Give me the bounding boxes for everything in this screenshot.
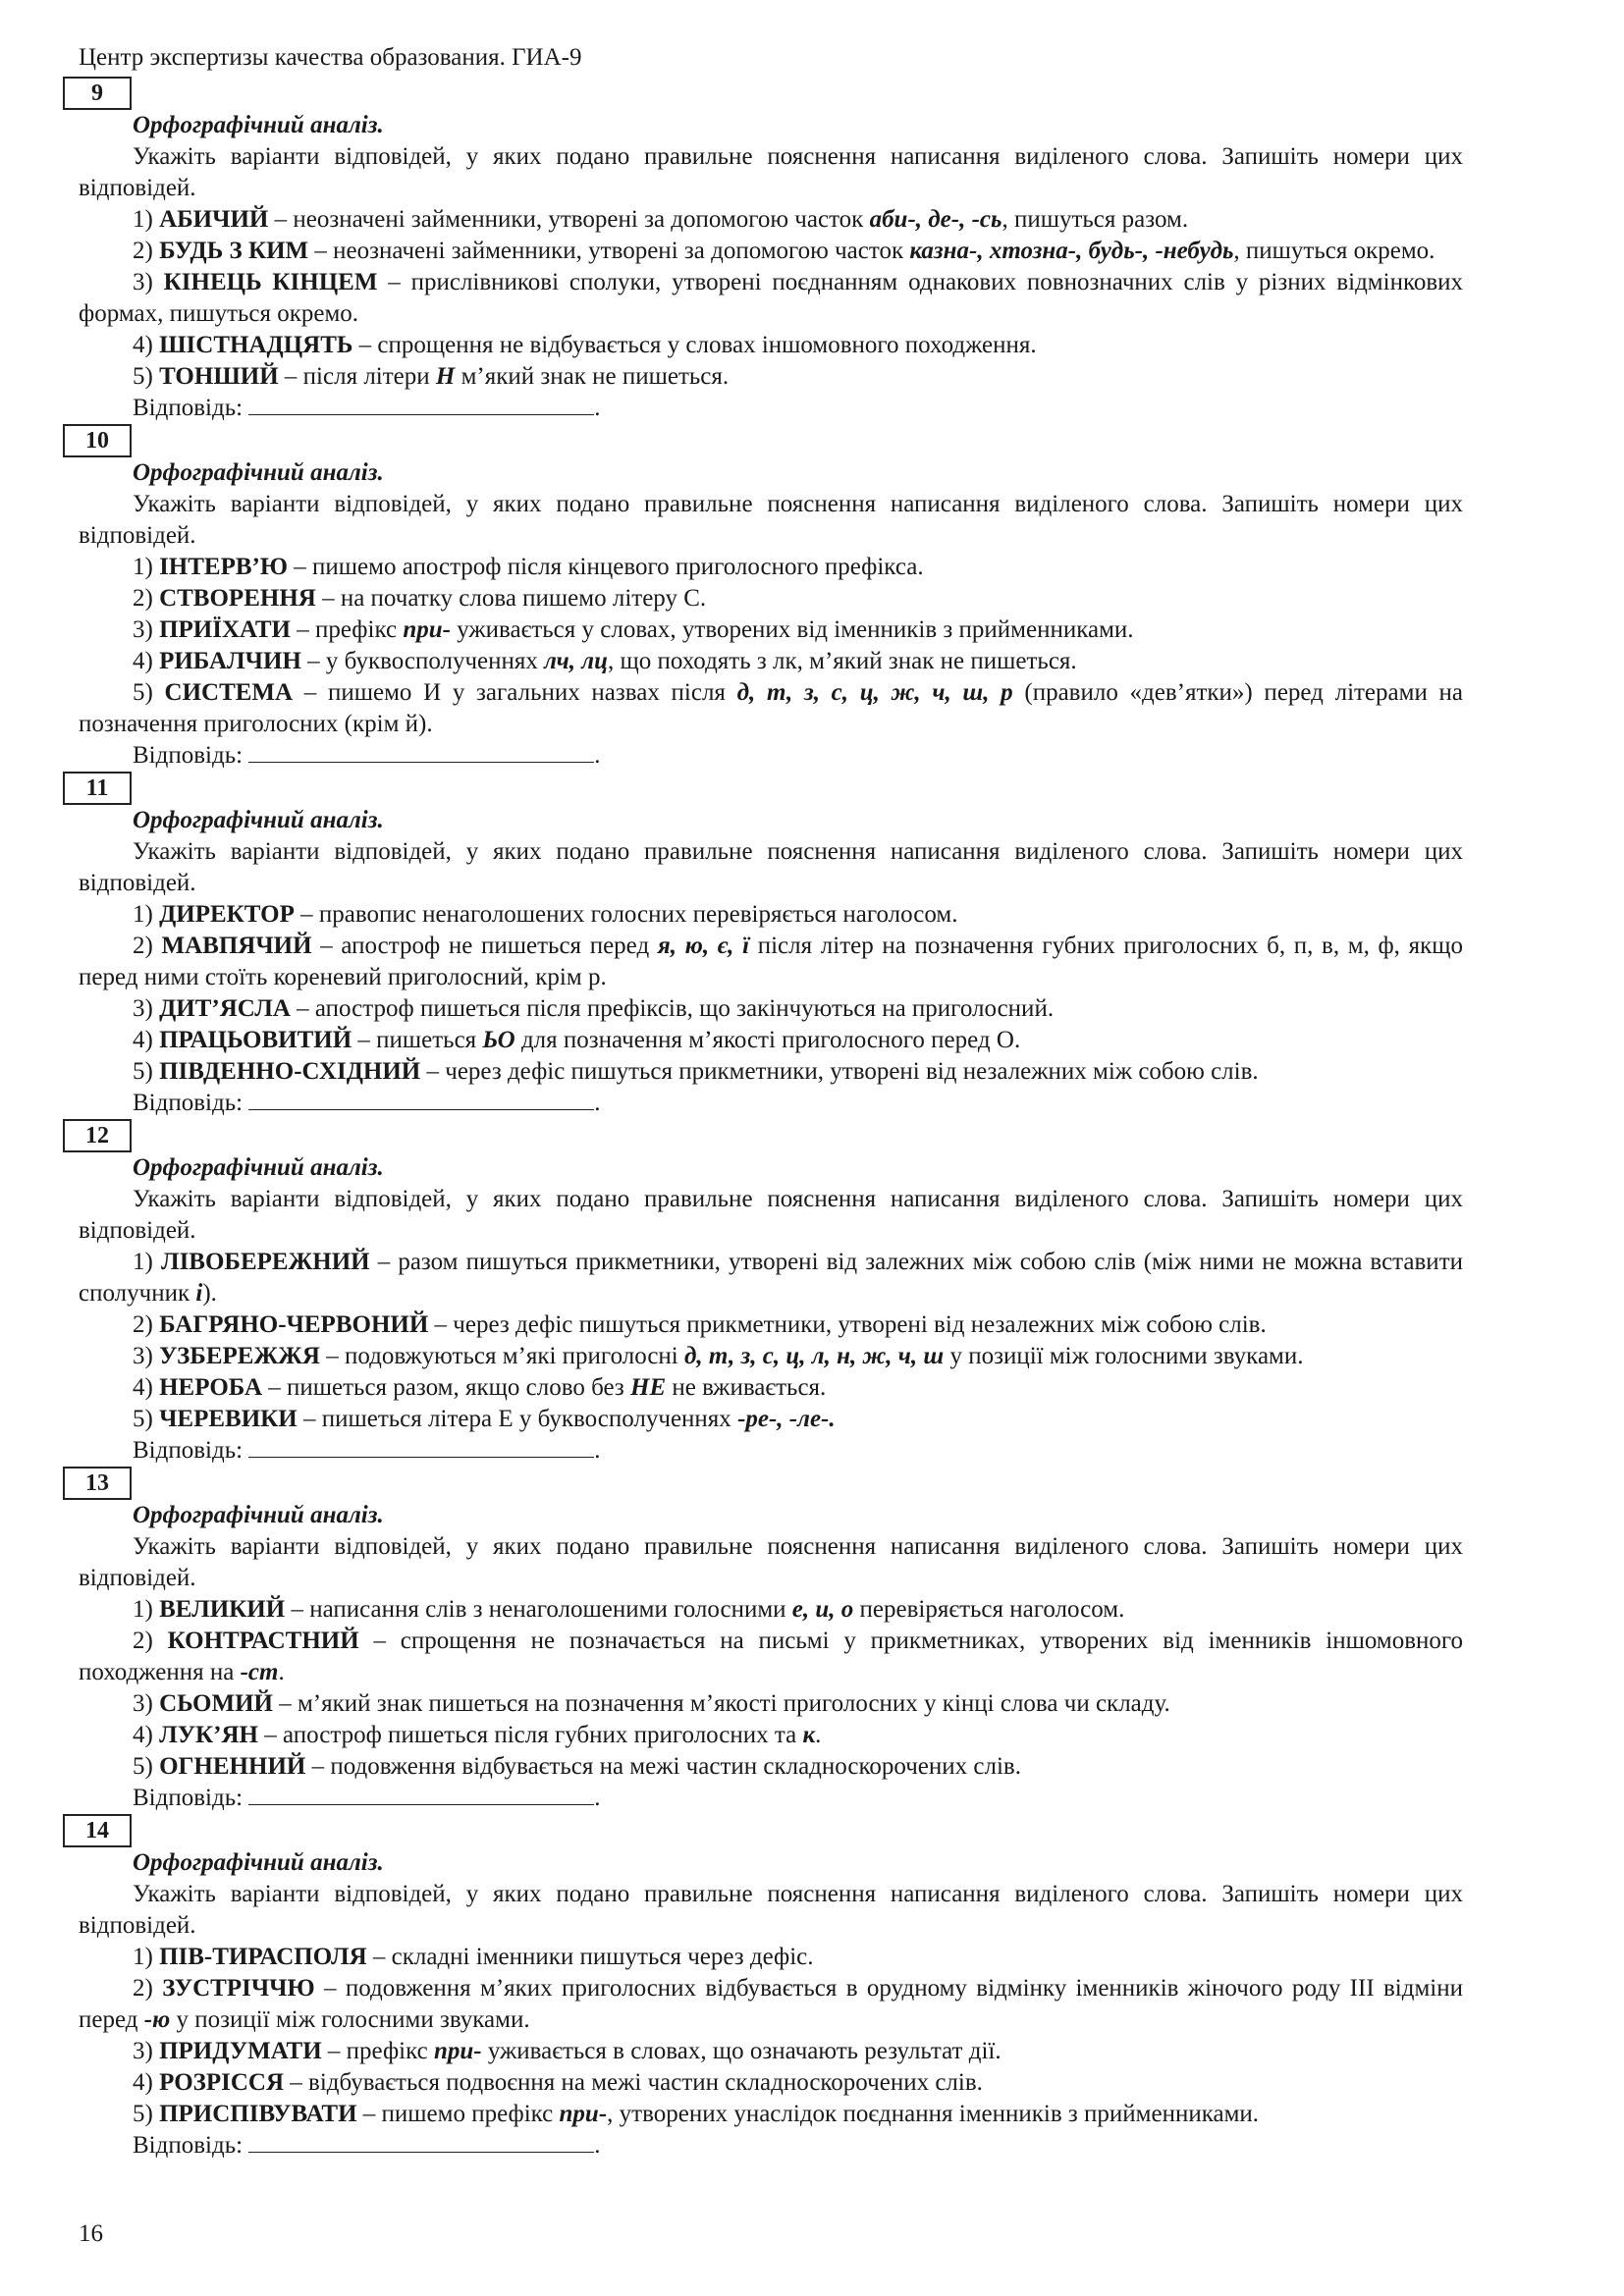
answer-option: 5) ОГНЕННИЙ – подовження відбувається на межі частин складноскорочених слів. [133,1753,1021,1780]
answer-option: 3) КІНЕЦЬ КІНЦЕМ – прислівникові сполуки, утворені поєднанням однакових повнозначних слів у різних відмінкових формах, пишуться окремо. [79,269,1464,327]
task-number-row [79,1119,1463,1152]
answer-option: 2) БАГРЯНО-ЧЕРВОНИЙ – через дефіс пишуться прикметники, утворені від незалежних між собою слів. [133,1311,1267,1338]
answer-option: 4) РОЗРІССЯ – відбувається подвоєння на межі частин складноскорочених слів. [133,2069,983,2096]
answer-option: 3) УЗБЕРЕЖЖЯ – подовжуються м’які приголосні д, т, з, с, ц, л, н, ж, ч, ш у позиції між голосними звуками. [133,1343,1304,1369]
highlighted-word: РОЗРІССЯ [159,2069,285,2096]
answer-option: 5) ПРИСПІВУВАТИ – пишемо префікс при-, утворених унаслідок поєднання іменників з прийменниками. [133,2101,1260,2127]
task-number: 9 [63,77,132,110]
highlighted-word: ЛІВОБЕРЕЖНИЙ [160,1249,370,1275]
highlighted-word: СИСТЕМА [164,679,294,706]
answer-option: 1) ДИРЕКТОР – правопис ненаголошених голосних перевіряється наголосом. [133,901,958,928]
highlighted-word: СЬОМИЙ [159,1690,273,1717]
answer-option: 5) ПІВДЕННО-СХІДНИЙ – через дефіс пишуться прикметники, утворені від незалежних між собою слів. [133,1058,1259,1085]
answer-option: 2) БУДЬ З КИМ – неозначені займенники, утворені за допомогою часток казна-, хтозна-, будь-, -небудь, пишуться окремо. [133,238,1435,264]
task-number: 11 [63,772,132,805]
emphasized-text: при- [433,2038,482,2064]
answer-option: 1) ІНТЕРВ’Ю – пишемо апостроф після кінцевого приголосного префікса. [133,554,924,580]
highlighted-word: БУДЬ З КИМ [159,238,309,264]
task-instruction: Укажіть варіанти відповідей, у яких подано правильне пояснення написання виділеного слова. Запишіть номери цих відповідей. [79,1881,1463,1939]
task-subtitle: Орфографічний аналіз. [133,112,384,138]
highlighted-word: КОНТРАСТНИЙ [167,1628,359,1654]
answer-line[interactable] [248,393,594,415]
answer-option: 4) ШІСТНАДЦЯТЬ – спрощення не відбувається у словах іншомовного походження. [133,332,1037,358]
answer-label: Відповідь: [133,395,249,421]
answer-option: 1) ВЕЛИКИЙ – написання слів з ненаголошеними голосними е, и, о перевіряється наголосом. [133,1596,1125,1623]
answer-option: 5) ЧЕРЕВИКИ – пишеться літера Е у буквосполученнях -ре-, -ле-. [133,1406,836,1432]
task-instruction: Укажіть варіанти відповідей, у яких подано правильне пояснення написання виділеного слова. Запишіть номери цих відповідей. [79,491,1463,549]
answer-option: 1) ЛІВОБЕРЕЖНИЙ – разом пишуться прикметники, утворені від залежних між собою слів (між ними не можна вставити сполучник і). [79,1249,1463,1307]
answer-label: Відповідь: [133,1090,249,1116]
answer-option: 1) ПІВ-ТИРАСПОЛЯ – складні іменники пишуться через дефіс. [133,1944,814,1970]
highlighted-word: РИБАЛЧИН [159,648,301,674]
emphasized-text: е, и, о [791,1596,854,1623]
task-number: 12 [63,1119,132,1152]
answer-option: 5) ТОНШИЙ – після літери Н м’який знак не пишеться. [133,363,730,390]
emphasized-text: при- [403,616,451,643]
emphasized-text: я, ю, є, ї [657,933,750,959]
answer-option: 4) НЕРОБА – пишеться разом, якщо слово без НЕ не вживається. [133,1374,827,1401]
highlighted-word: ПІВДЕННО-СХІДНИЙ [159,1058,421,1085]
answer-label: Відповідь: [133,2132,249,2159]
task-instruction: Укажіть варіанти відповідей, у яких подано правильне пояснення написання виділеного слова. Запишіть номери цих відповідей. [79,1186,1463,1244]
answer-option: 3) ПРИДУМАТИ – префікс при- уживається в словах, що означають результат дії. [133,2038,1001,2064]
answer-option: 2) ЗУСТРІЧЧЮ – подовження м’яких приголосних відбувається в орудному відмінку іменників жіночого роду ІІІ відміни перед -ю у позиції між голосними звуками. [79,1975,1463,2033]
answer-line[interactable] [248,2130,594,2153]
task-number-row [79,1467,1463,1500]
highlighted-word: БАГРЯНО-ЧЕРВОНИЙ [159,1311,429,1338]
emphasized-text: Н [435,363,456,390]
answer-option: 1) АБИЧИЙ – неозначені займенники, утворені за допомогою часток аби-, де-, -сь, пишуться разом. [133,206,1189,233]
page-number: 16 [79,2220,103,2247]
answer-option: 4) ЛУК’ЯН – апостроф пишеться після губних приголосних та к. [133,1722,822,1748]
answer-label: Відповідь: [133,1437,249,1464]
emphasized-text: -ст [240,1659,279,1685]
task-subtitle: Орфографічний аналіз. [133,459,384,486]
highlighted-word: ПРИСПІВУВАТИ [159,2101,357,2127]
emphasized-text: д, т, з, с, ц, ж, ч, ш, р [736,679,1013,706]
emphasized-text: НЕ [630,1374,667,1401]
task-block [79,772,1463,1119]
highlighted-word: ПРАЦЬОВИТИЙ [159,1027,352,1053]
task-number-row [79,1814,1463,1847]
emphasized-text: -ре-, -ле-. [737,1406,836,1432]
highlighted-word: МАВПЯЧИЙ [161,933,312,959]
highlighted-word: ЗУСТРІЧЧЮ [162,1975,315,2002]
task-number: 13 [63,1467,132,1500]
task-subtitle: Орфографічний аналіз. [133,1154,384,1181]
answer-option: 2) СТВОРЕННЯ – на початку слова пишемо літеру С. [133,585,707,612]
emphasized-text: аби-, де-, -сь [869,206,1002,233]
highlighted-word: ТОНШИЙ [159,363,279,390]
task-block [79,77,1463,424]
answer-option: 2) МАВПЯЧИЙ – апостроф не пишеться перед я, ю, є, ї після літер на позначення губних приголосних б, п, в, м, ф, якщо перед ними стоїть кореневий приголосний, крім р. [79,933,1463,990]
answer-field: Відповідь: . [133,1785,601,1811]
tasks-container [79,77,1463,2162]
emphasized-text: при- [559,2101,608,2127]
answer-option: 2) КОНТРАСТНИЙ – спрощення не позначається на письмі у прикметниках, утворених від іменників іншомовного походження на -ст. [79,1628,1464,1685]
highlighted-word: ДИТ’ЯСЛА [159,995,291,1022]
answer-line[interactable] [248,740,594,763]
task-block [79,1467,1463,1814]
highlighted-word: ІНТЕРВ’Ю [159,554,289,580]
highlighted-word: ШІСТНАДЦЯТЬ [159,332,353,358]
task-subtitle: Орфографічний аналіз. [133,1849,384,1876]
task-block [79,1814,1463,2162]
task-number: 10 [63,424,132,457]
highlighted-word: УЗБЕРЕЖЖЯ [159,1343,320,1369]
highlighted-word: КІНЕЦЬ КІНЦЕМ [163,269,378,295]
highlighted-word: СТВОРЕННЯ [159,585,316,612]
task-instruction: Укажіть варіанти відповідей, у яких подано правильне пояснення написання виділеного слова. Запишіть номери цих відповідей. [79,1533,1463,1591]
highlighted-word: ЛУК’ЯН [159,1722,259,1748]
emphasized-text: к [802,1722,816,1748]
emphasized-text: -ю [143,2006,171,2033]
highlighted-word: ОГНЕННИЙ [159,1753,306,1780]
answer-option: 3) ДИТ’ЯСЛА – апостроф пишеться після префіксів, що закінчуються на приголосний. [133,995,1055,1022]
task-subtitle: Орфографічний аналіз. [133,807,384,833]
emphasized-text: лч, лц [544,648,608,674]
task-block [79,424,1463,772]
emphasized-text: д, т, з, с, ц, л, н, ж, ч, ш [684,1343,945,1369]
task-number-row [79,424,1463,457]
highlighted-word: АБИЧИЙ [159,206,269,233]
answer-option: 3) СЬОМИЙ – м’який знак пишеться на позначення м’якості приголосних у кінці слова чи складу. [133,1690,1170,1717]
task-number-row [79,77,1463,110]
page-header: Центр экспертизы качества образования. ГИА-9 [79,44,582,71]
answer-line[interactable] [248,1088,594,1110]
answer-field: Відповідь: . [133,742,601,769]
answer-label: Відповідь: [133,1785,249,1811]
highlighted-word: ПРИЇХАТИ [159,616,292,643]
highlighted-word: ВЕЛИКИЙ [159,1596,286,1623]
task-subtitle: Орфографічний аналіз. [133,1502,384,1528]
answer-label: Відповідь: [133,742,249,769]
emphasized-text: казна-, хтозна-, будь-, -небудь [909,238,1234,264]
highlighted-word: ЧЕРЕВИКИ [159,1406,298,1432]
task-block [79,1119,1463,1467]
answer-field: Відповідь: . [133,2132,601,2159]
answer-field: Відповідь: . [133,1437,601,1464]
answer-line[interactable] [248,1783,594,1805]
emphasized-text: і [195,1280,203,1307]
task-instruction: Укажіть варіанти відповідей, у яких подано правильне пояснення написання виділеного слова. Запишіть номери цих відповідей. [79,838,1463,896]
answer-option: 4) РИБАЛЧИН – у буквосполученнях лч, лц, що походять з лк, м’який знак не пишеться. [133,648,1077,674]
answer-option: 4) ПРАЦЬОВИТИЙ – пишеться ЬО для позначення м’якості приголосного перед О. [133,1027,1021,1053]
answer-option: 5) СИСТЕМА – пишемо И у загальних назвах після д, т, з, с, ц, ж, ч, ш, р (правило «дев’ятки») перед літерами на позначення приголосних (крім й). [79,679,1463,737]
task-instruction: Укажіть варіанти відповідей, у яких подано правильне пояснення написання виділеного слова. Запишіть номери цих відповідей. [79,143,1463,201]
answer-option: 3) ПРИЇХАТИ – префікс при- уживається у словах, утворених від іменників з прийменниками. [133,616,1134,643]
task-number: 14 [63,1814,132,1847]
answer-line[interactable] [248,1435,594,1458]
highlighted-word: ПІВ-ТИРАСПОЛЯ [159,1944,367,1970]
task-number-row [79,772,1463,805]
answer-field: Відповідь: . [133,1090,601,1116]
highlighted-word: ДИРЕКТОР [159,901,295,928]
highlighted-word: НЕРОБА [159,1374,263,1401]
emphasized-text: ЬО [482,1027,515,1053]
answer-field: Відповідь: . [133,395,601,421]
highlighted-word: ПРИДУМАТИ [159,2038,322,2064]
